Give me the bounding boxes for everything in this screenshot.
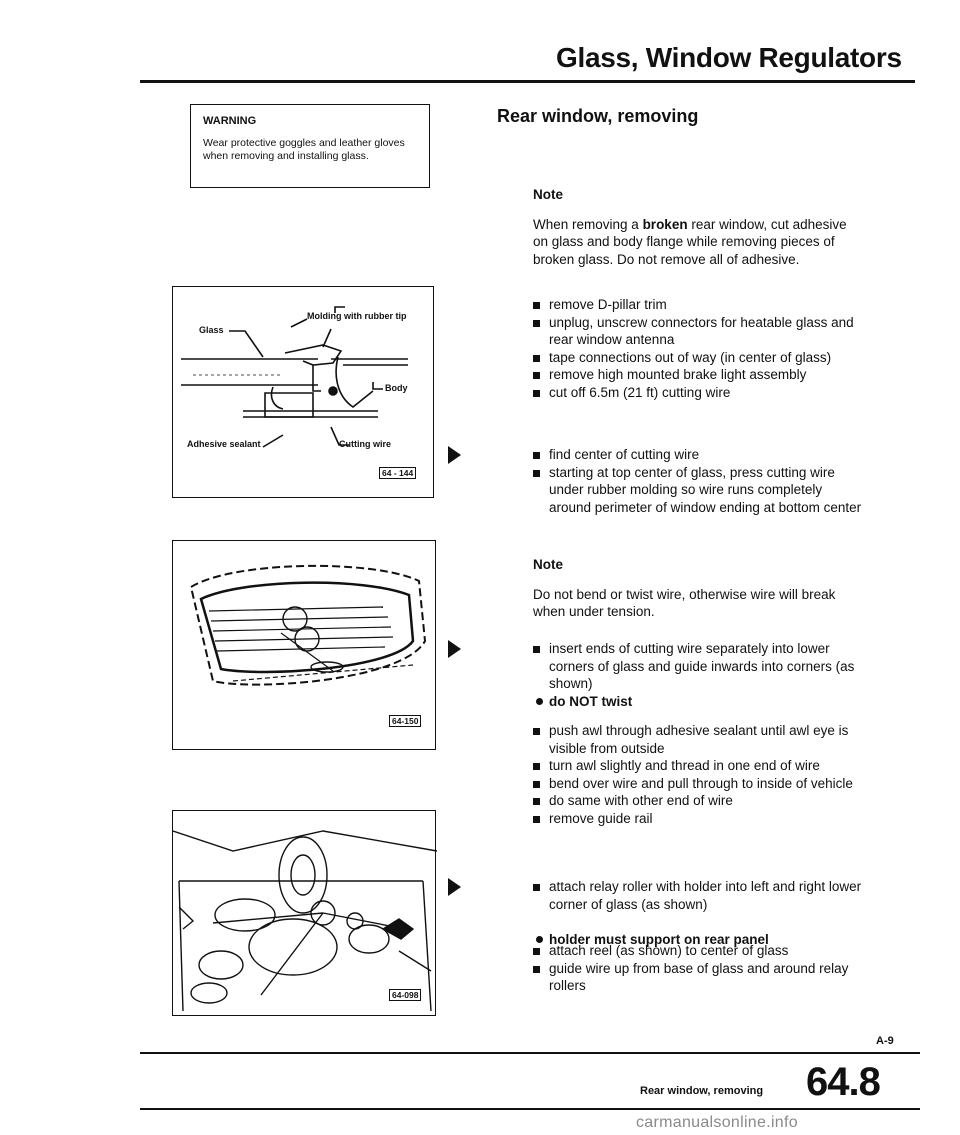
note-1 xyxy=(533,186,863,268)
figure-cross-section xyxy=(172,286,434,498)
list-item: turn awl slightly and thread in one end of wire xyxy=(533,757,863,775)
list-item: remove guide rail xyxy=(533,810,863,828)
figure-relay-rollers xyxy=(172,810,436,1016)
label-cutting-wire: Cutting wire xyxy=(339,439,391,449)
warning-text: Wear protective goggles and leather gloves when removing and installing glass. xyxy=(203,137,405,162)
header-rule xyxy=(140,80,915,83)
note-2-title: Note xyxy=(533,557,563,572)
relay-rollers-drawing xyxy=(173,811,437,1017)
list-item: push awl through adhesive sealant until awl eye is visible from outside xyxy=(533,722,863,757)
warning-box xyxy=(190,104,430,188)
page-ref: A-9 xyxy=(876,1035,894,1047)
list-item: find center of cutting wire xyxy=(533,446,863,464)
arrow-marker-3 xyxy=(448,878,461,896)
list-item: attach reel (as shown) to center of glass xyxy=(533,942,863,960)
step-list-2 xyxy=(533,446,863,516)
label-molding: Molding with rubber tip xyxy=(307,311,407,321)
list-item: remove high mounted brake light assembly xyxy=(533,366,863,384)
label-glass: Glass xyxy=(199,325,224,335)
note-2 xyxy=(533,556,863,621)
footer-rule-top xyxy=(140,1052,920,1054)
step-list-4 xyxy=(533,722,863,827)
list-item: cut off 6.5m (21 ft) cutting wire xyxy=(533,384,863,402)
page-number: 64.8 xyxy=(806,1060,880,1104)
list-item: insert ends of cutting wire separately into lower corners of glass and guide inwards into corners (as shown) xyxy=(533,640,863,693)
note-1-text-bold: broken xyxy=(642,216,688,232)
figure1-code: 64 - 144 xyxy=(379,467,416,479)
section-title: Rear window, removing xyxy=(497,106,699,126)
sub-item-do-not-twist: do NOT twist xyxy=(533,693,863,711)
list-item: guide wire up from base of glass and around relay rollers xyxy=(533,960,863,995)
figure2-code: 64-150 xyxy=(389,715,421,727)
list-item: bend over wire and pull through to inside of vehicle xyxy=(533,775,863,793)
warning-title: WARNING xyxy=(203,115,257,127)
step-list-5 xyxy=(533,878,863,913)
note-2-text: Do not bend or twist wire, otherwise wire will break when under tension. xyxy=(533,586,836,619)
step-list-3 xyxy=(533,640,863,693)
step-list-1 xyxy=(533,296,863,401)
list-item: tape connections out of way (in center of glass) xyxy=(533,349,863,367)
list-item: attach relay roller with holder into left and right lower corner of glass (as shown) xyxy=(533,878,863,913)
list-item: starting at top center of glass, press cutting wire under rubber molding so wire runs completely around perimeter of window ending at bottom center xyxy=(533,464,863,517)
note-1-text-a: When removing a xyxy=(533,216,643,232)
step-list-6 xyxy=(533,942,863,995)
sub-item-holder: holder must support on rear panel xyxy=(533,931,863,949)
note-1-text xyxy=(533,216,863,269)
note-1-text-b: rear window, cut adhesive on glass and body flange while removing pieces of broken glass. Do not remove all of adhesive. xyxy=(533,216,847,267)
label-adhesive: Adhesive sealant xyxy=(187,439,261,449)
arrow-marker-1 xyxy=(448,446,461,464)
label-body: Body xyxy=(385,383,408,393)
list-item: unplug, unscrew connectors for heatable glass and rear window antenna xyxy=(533,314,863,349)
footer-rule-bottom xyxy=(140,1108,920,1110)
page-title: Glass, Window Regulators xyxy=(556,42,902,73)
list-item: do same with other end of wire xyxy=(533,792,863,810)
footer-section-label: Rear window, removing xyxy=(640,1085,764,1097)
note-1-title: Note xyxy=(533,187,563,202)
arrow-marker-2 xyxy=(448,640,461,658)
figure3-code: 64-098 xyxy=(389,989,421,1001)
watermark[interactable]: carmanualsonline.info xyxy=(636,1114,798,1131)
figure-rear-window xyxy=(172,540,436,750)
list-item: remove D-pillar trim xyxy=(533,296,863,314)
